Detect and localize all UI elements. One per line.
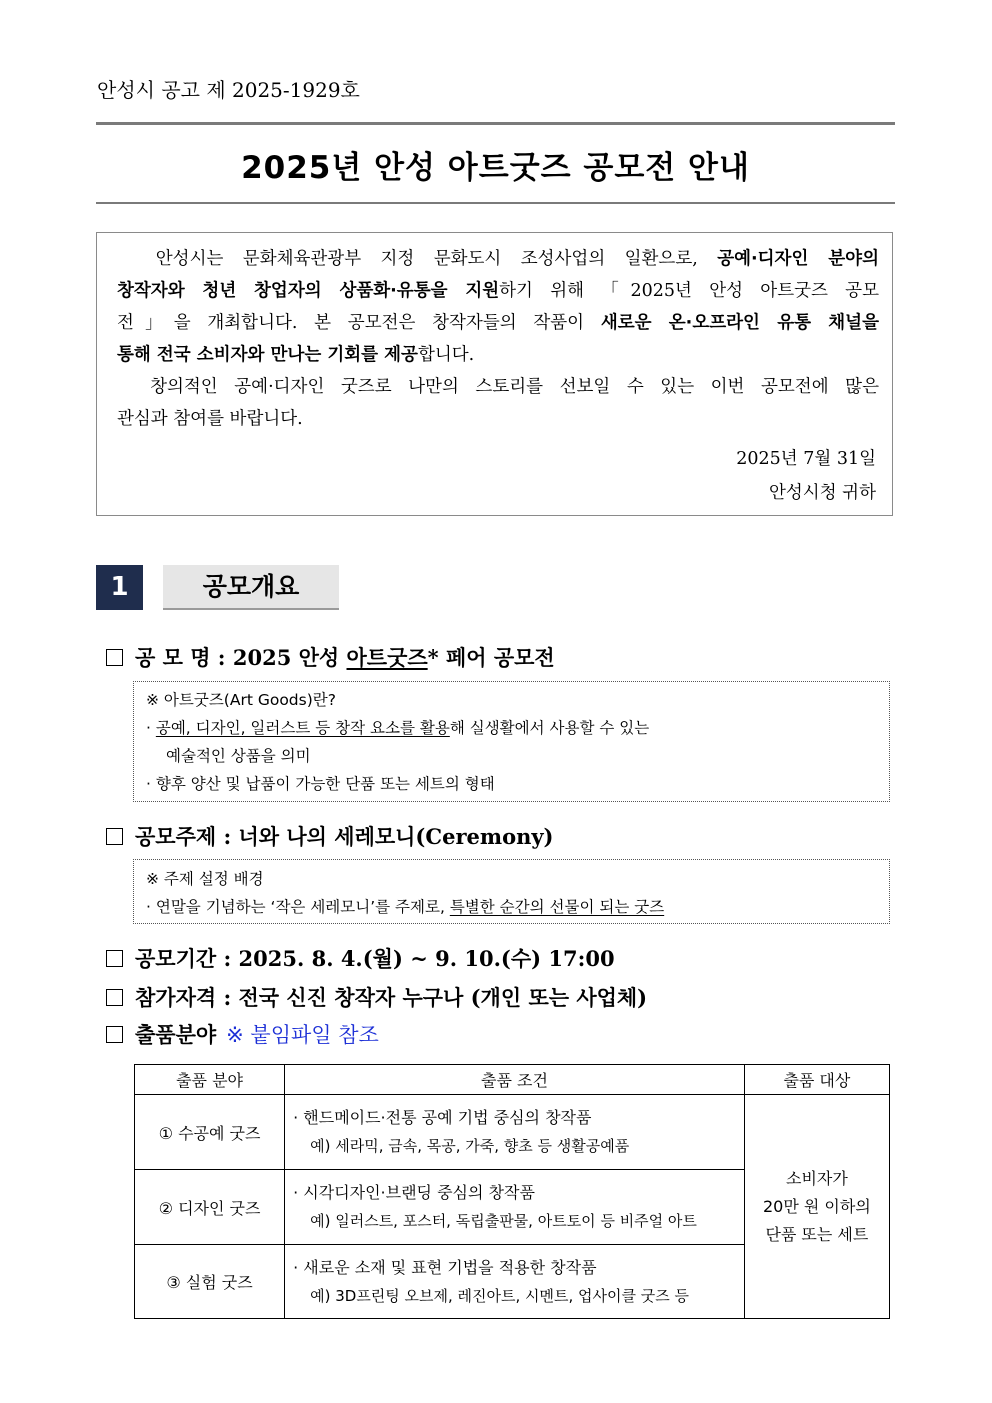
category-table	[134, 1064, 890, 1319]
theme-note-title: ※ 주제 설정 배경	[146, 870, 264, 888]
table-header: 출품 조건	[285, 1065, 745, 1095]
intro-box	[96, 232, 893, 516]
item-theme: 공모주제 : 너와 나의 세레모니(Ceremony)	[106, 821, 554, 851]
artgoods-note-line-2: 예술적인 상품을 의미	[166, 747, 311, 765]
artgoods-note-box	[133, 681, 890, 802]
target-cell: 소비자가 20만 원 이하의 단품 또는 세트	[744, 1095, 889, 1319]
attachment-note: ※ 붙임파일 참조	[226, 1023, 379, 1047]
condition-cell: · 새로운 소재 및 표현 기법을 적용한 창작품 예) 3D프린팅 오브제, 레진아트, 시멘트, 업사이클 굿즈 등	[285, 1245, 745, 1319]
intro-line-6: 관심과 참여를 바랍니다.	[117, 409, 303, 429]
checkbox-square-icon	[106, 1026, 123, 1043]
table-header: 출품 분야	[135, 1065, 285, 1095]
intro-date: 2025년 7월 31일	[736, 449, 876, 469]
item-contest-name: 공 모 명 : 2025 안성 아트굿즈* 페어 공모전	[106, 642, 555, 672]
checkbox-square-icon	[106, 828, 123, 845]
artgoods-note-line-3: · 향후 양산 및 납품이 가능한 단품 또는 세트의 형태	[146, 775, 495, 793]
item-eligibility: 참가자격 : 전국 신진 창작자 누구나 (개인 또는 사업체)	[106, 982, 647, 1012]
intro-line-3: 전」을 개최합니다. 본 공모전은 창작자들의 작품이 새로운 온·오프라인 유통 채널을	[117, 313, 879, 333]
table-header-row	[135, 1065, 890, 1095]
intro-signature: 안성시청 귀하	[769, 483, 876, 503]
section-number: 1	[96, 565, 143, 610]
title-rule-bottom	[96, 202, 895, 204]
checkbox-square-icon	[106, 989, 123, 1006]
item-category: 출품분야 ※ 붙임파일 참조	[106, 1019, 379, 1049]
condition-cell: · 핸드메이드·전통 공예 기법 중심의 창작품 예) 세라믹, 금속, 목공, 가죽, 향초 등 생활공예품	[285, 1095, 745, 1170]
category-cell: ② 디자인 굿즈	[135, 1170, 285, 1245]
intro-line-5: 창의적인 공예·디자인 굿즈로 나만의 스토리를 선보일 수 있는 이번 공모전에 많은	[150, 377, 879, 397]
notice-number: 안성시 공고 제 2025-1929호	[97, 78, 360, 102]
category-cell: ③ 실험 굿즈	[135, 1245, 285, 1319]
intro-line-1: 안성시는 문화체육관광부 지정 문화도시 조성사업의 일환으로, 공예·디자인 분야의	[155, 249, 879, 269]
theme-note-line-1: · 연말을 기념하는 ‘작은 세레모니’를 주제로, 특별한 순간의 선물이 되는 굿즈	[146, 898, 665, 916]
checkbox-square-icon	[106, 950, 123, 967]
title-rule-top	[96, 122, 895, 125]
table-row	[135, 1095, 890, 1170]
section-label: 공모개요	[163, 565, 339, 610]
theme-note-box	[133, 859, 890, 924]
condition-cell: · 시각디자인·브랜딩 중심의 창작품 예) 일러스트, 포스터, 독립출판물, 아트토이 등 비주얼 아트	[285, 1170, 745, 1245]
table-header: 출품 대상	[744, 1065, 889, 1095]
artgoods-note-line-1: · 공예, 디자인, 일러스트 등 창작 요소를 활용해 실생활에서 사용할 수 있는	[146, 719, 650, 737]
intro-line-4: 통해 전국 소비자와 만나는 기회를 제공합니다.	[117, 345, 475, 365]
item-period: 공모기간 : 2025. 8. 4.(월) ~ 9. 10.(수) 17:00	[106, 943, 615, 973]
page-title: 2025년 안성 아트굿즈 공모전 안내	[241, 150, 750, 186]
intro-line-2: 창작자와 청년 창업자의 상품화·유통을 지원하기 위해 「2025년 안성 아트굿즈 공모	[117, 281, 879, 301]
artgoods-note-title: ※ 아트굿즈(Art Goods)란?	[146, 691, 336, 709]
category-cell: ① 수공예 굿즈	[135, 1095, 285, 1170]
checkbox-square-icon	[106, 649, 123, 666]
